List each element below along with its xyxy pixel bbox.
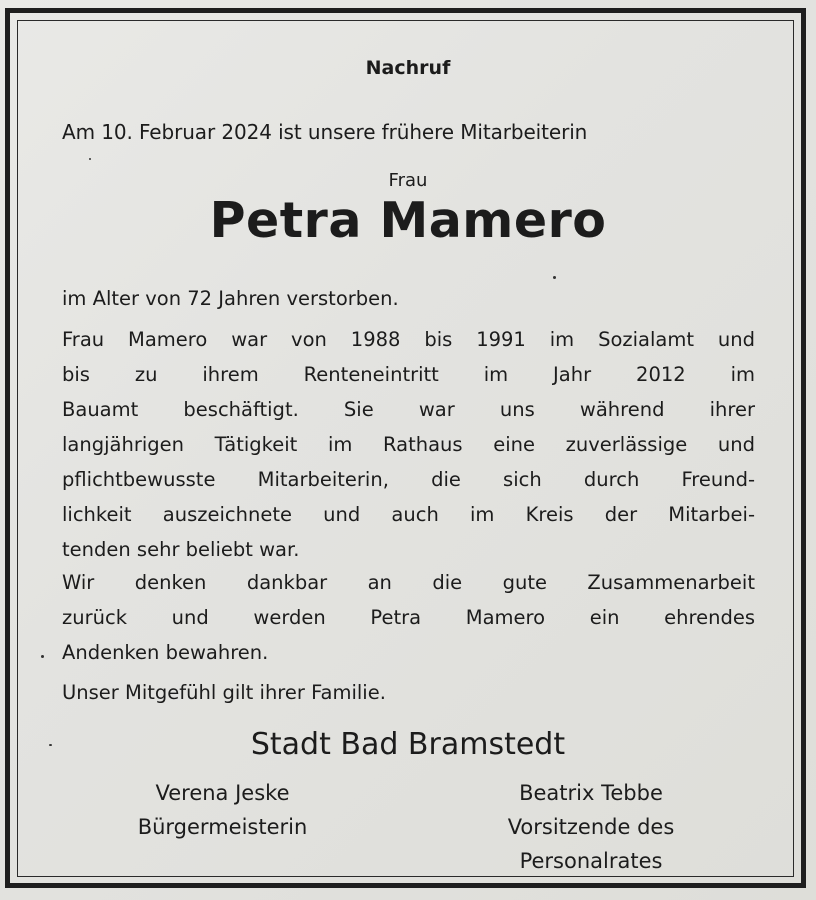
paragraph-line: Bauamt beschäftigt. Sie war uns während ihrer	[62, 398, 755, 421]
paragraph-gratitude	[62, 565, 755, 670]
paragraph-line: Frau Mamero war von 1988 bis 1991 im Sozialamt und	[62, 328, 755, 351]
paragraph-line: langjährigen Tätigkeit im Rathaus eine zuverlässige und	[62, 433, 755, 456]
paragraph-line: Andenken bewahren.	[62, 641, 269, 664]
signatory-mayor	[100, 776, 345, 844]
notice-heading: Nachruf	[365, 57, 451, 79]
paper-speck	[49, 744, 52, 746]
paragraph-line: tenden sehr beliebt war.	[62, 538, 300, 561]
paragraph-line: zurück und werden Petra Mamero ein ehrendes	[62, 606, 755, 629]
signatory-name: Beatrix Tebbe	[519, 781, 663, 805]
paper-speck	[41, 655, 44, 658]
organization-name: Stadt Bad Bramstedt	[250, 727, 566, 762]
deceased-name: Petra Mamero	[209, 192, 607, 249]
paragraph-line: lichkeit auszeichnete und auch im Kreis der Mitarbei-	[62, 503, 755, 526]
paragraph-line: Wir denken dankbar an die gute Zusammenarbeit	[62, 571, 755, 594]
paragraph-line: bis zu ihrem Renteneintritt im Jahr 2012 im	[62, 363, 755, 386]
paragraph-line: Unser Mitgefühl gilt ihrer Familie.	[62, 681, 386, 704]
paper-speck	[89, 158, 91, 160]
notice-salutation: Frau	[388, 170, 428, 191]
paragraph-line: pflichtbewusste Mitarbeiterin, die sich durch Freund-	[62, 468, 755, 491]
paragraph-condolence	[62, 675, 755, 710]
notice-intro: Am 10. Februar 2024 ist unsere frühere Mitarbeiterin	[62, 120, 588, 144]
paragraph-line: im Alter von 72 Jahren verstorben.	[62, 287, 399, 310]
signatory-title: Bürgermeisterin	[137, 815, 308, 839]
paper-speck	[553, 276, 556, 279]
paragraph-career	[62, 322, 755, 567]
signatory-title-cont: Personalrates	[519, 849, 663, 873]
signatory-name: Verena Jeske	[155, 781, 290, 805]
signatory-staff-council	[462, 776, 720, 878]
paragraph-age	[62, 281, 755, 316]
signatory-title: Vorsitzende des	[507, 815, 675, 839]
